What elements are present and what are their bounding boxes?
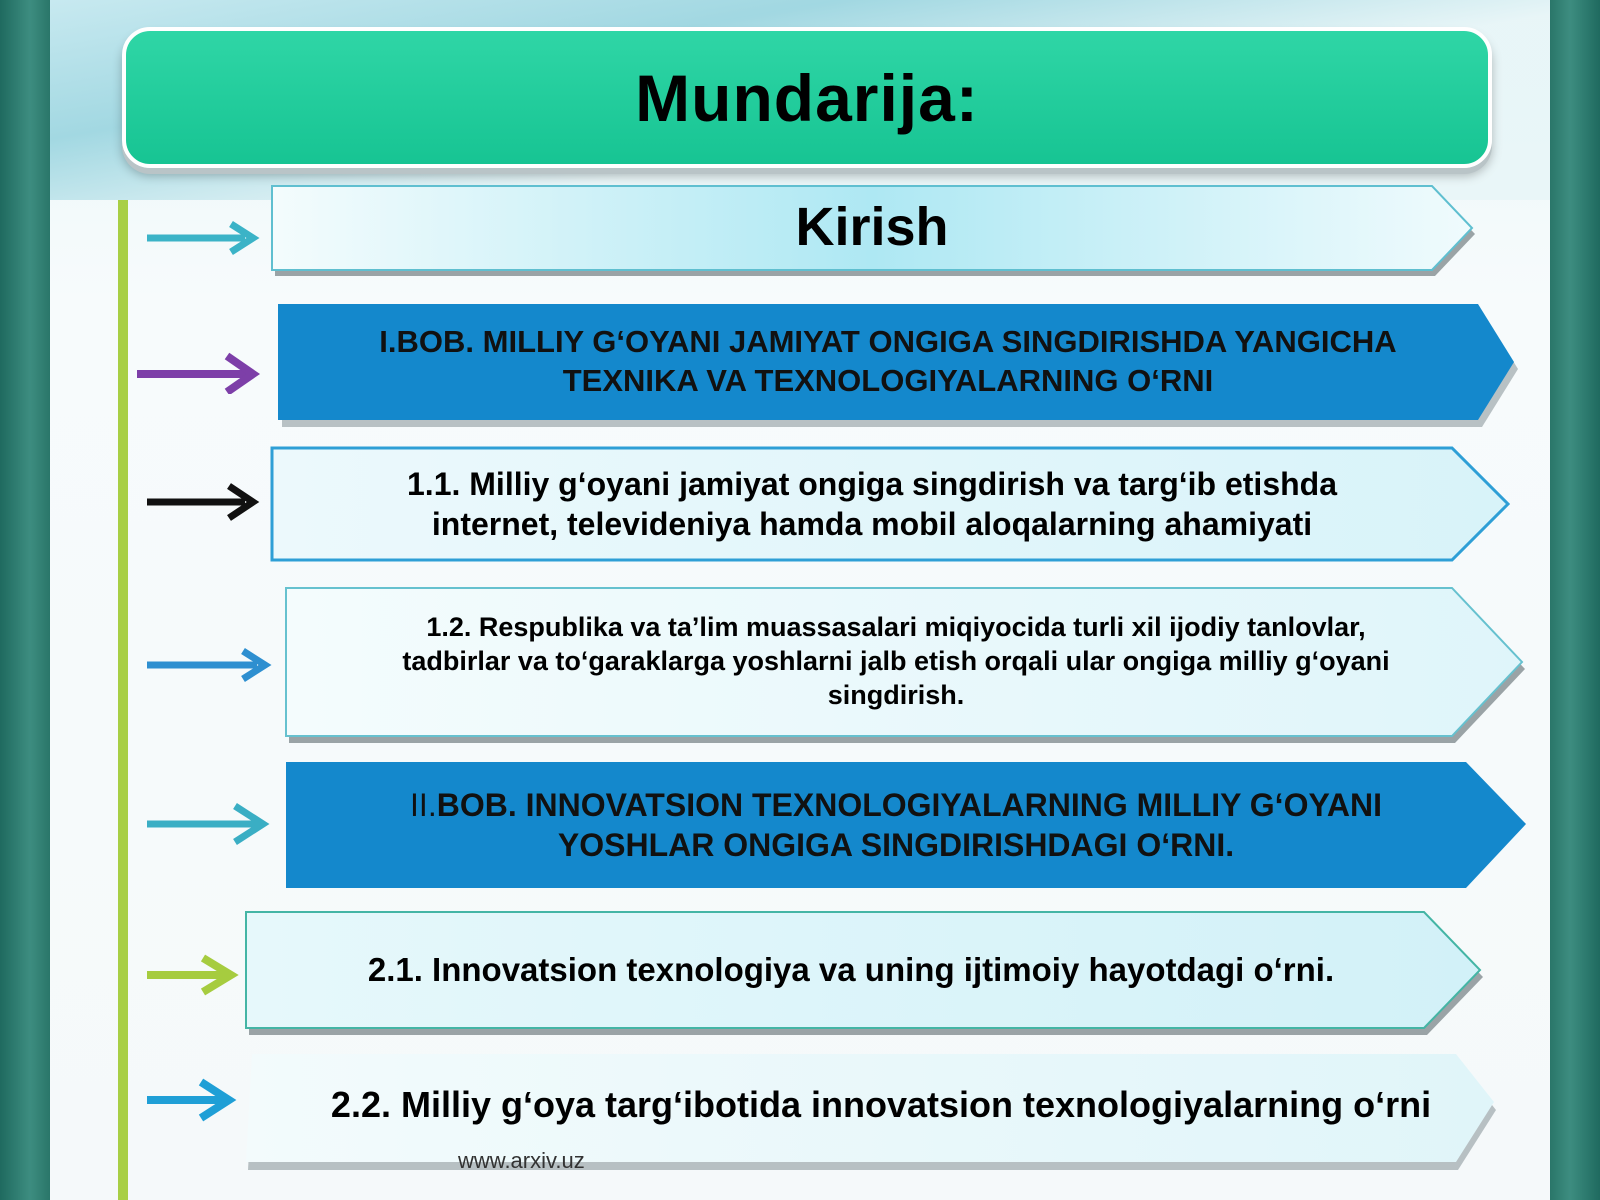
title-banner — [122, 27, 1492, 168]
toc-line: I.BOB. MILLIY G‘OYANI JAMIYAT ONGIGA SINGDIRISHDA YANGICHA — [379, 324, 1397, 360]
toc-item-chapter-1 — [278, 304, 1528, 426]
arrow-right-icon — [145, 218, 265, 258]
toc-item-label — [278, 304, 1498, 420]
arrow-right-icon — [145, 480, 265, 524]
toc-item-label — [306, 588, 1486, 736]
toc-line: 1.2. Respublika va ta’lim muassasalari miqiyocida turli xil ijodiy tanlovlar, — [426, 612, 1366, 643]
chapter-prefix: II. — [410, 787, 437, 823]
toc-item-label: Kirish — [795, 197, 949, 258]
toc-line: tadbirlar va to‘garaklarga yoshlarni jalb etish orqali ular ongiga milliy g‘oyani — [402, 646, 1390, 677]
toc-item-2-1 — [246, 912, 1486, 1036]
arrow-right-icon — [145, 800, 275, 848]
arrow-right-icon — [145, 952, 245, 998]
toc-item-label — [306, 762, 1486, 888]
arrow-right-icon — [145, 645, 275, 685]
toc-line: YOSHLAR ONGIGA SINGDIRISHDAGI O‘RNI. — [557, 827, 1235, 863]
toc-line: singdirish. — [827, 679, 965, 710]
footer-watermark: www.arxiv.uz — [458, 1148, 585, 1173]
toc-line-text: BOB. INNOVATSION TEXNOLOGIYALARNING MILLIY G‘OYANI — [436, 787, 1382, 823]
toc-item-kirish — [272, 186, 1472, 278]
toc-line: 1.1. Milliy g‘oyani jamiyat ongiga singdirish va targ‘ib etishda — [407, 466, 1337, 502]
toc-item-1-2 — [286, 588, 1534, 746]
toc-item-label — [272, 448, 1472, 560]
toc-item-2-2 — [246, 1054, 1500, 1174]
toc-line: internet, televideniya hamda mobil aloqalarning ahamiyati — [431, 506, 1313, 542]
slide — [50, 0, 1550, 1200]
right-border — [1550, 0, 1600, 1200]
toc-line: TEXNIKA VA TEXNOLOGIYALARNING O‘RNI — [562, 363, 1214, 398]
toc-item-chapter-2 — [286, 762, 1536, 892]
slide-title: Mundarija: — [635, 60, 979, 135]
timeline-bar — [118, 200, 128, 1200]
left-border — [0, 0, 50, 1200]
toc-item-label: 2.1. Innovatsion texnologiya va uning ijtimoiy hayotdagi o‘rni. — [367, 951, 1335, 989]
toc-item-1-1 — [272, 448, 1522, 566]
arrow-right-icon — [145, 1078, 245, 1124]
toc-line — [410, 785, 1382, 825]
arrow-right-icon — [135, 350, 265, 394]
toc-item-label: 2.2. Milliy g‘oya targ‘ibotida innovatsion texnologiyalarning o‘rni — [330, 1083, 1432, 1125]
